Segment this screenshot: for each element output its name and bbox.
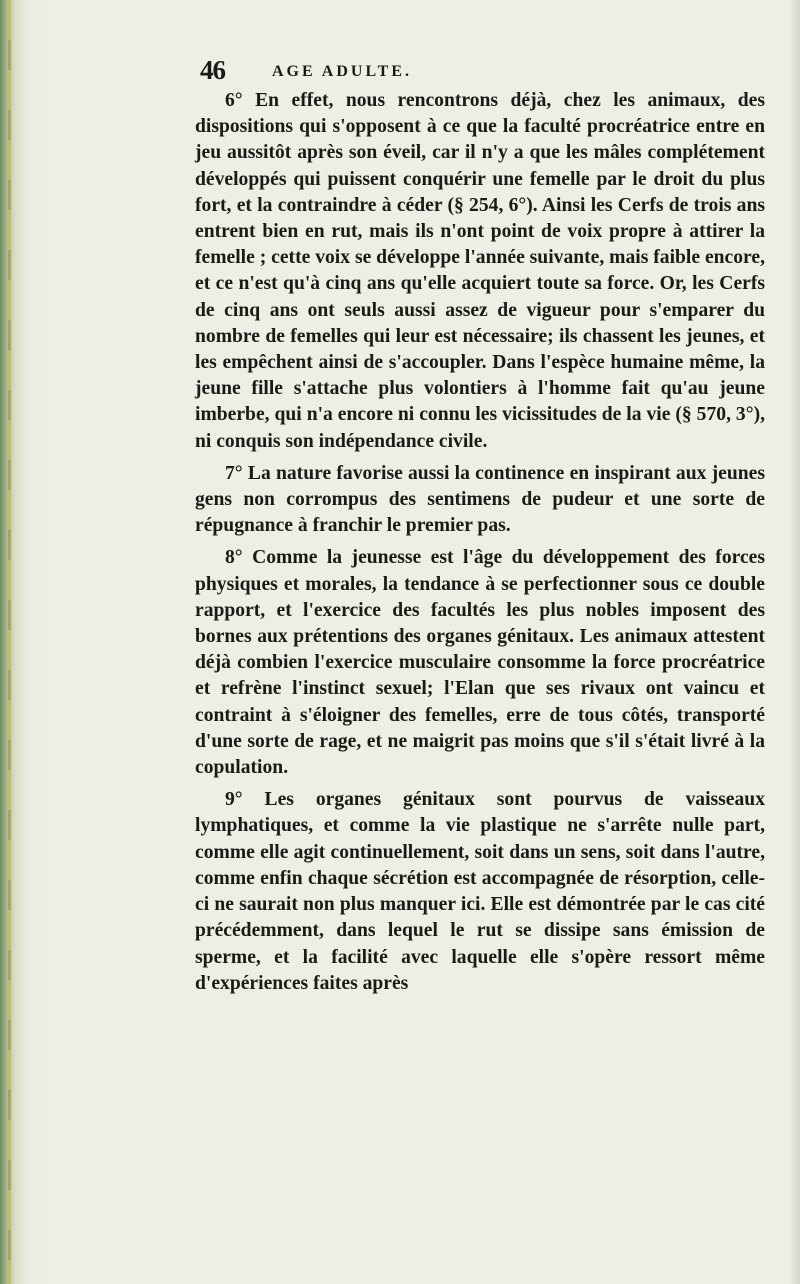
paragraph-7: 7° La nature favorise aussi la continence en inspirant aux jeunes gens non corrompus des sentimens de pudeur et une sorte de répugnance à franchir le premier pas. [195,462,765,537]
binding-stripe [8,0,11,1284]
body-text [195,88,765,997]
running-head: AGE ADULTE. [272,63,412,80]
paragraph-6: 6° En effet, nous rencontrons déjà, chez les animaux, des dispositions qui s'opposent à ce que la faculté procréatrice entre en jeu aussitôt après son éveil, car il n'y a que les mâles complétement développés qui puissent conquérir une femelle par le droit du plus fort, et la contraindre à céder (§ 254, 6°). Ainsi les Cerfs de trois ans entrent bien en rut, mais ils n'ont point de voix propre à attirer la femelle ; cette voix se développe l'année suivante, mais faible encore, et ce n'est qu'à cinq ans qu'elle acquiert toute sa force. Or, les Cerfs de cinq ans ont seuls aussi assez de vigueur pour s'emparer du nombre de femelles qui leur est nécessaire; ils chassent les jeunes, et les empêchent ainsi de s'accoupler. Dans l'espèce humaine même, la jeune fille s'attache plus volontiers à l'homme fait qu'au jeune imberbe, qui n'a encore ni connu les vicissitudes de la vie (§ 570, 3°), ni conquis son indépendance civile. [195,90,765,452]
paragraph-9: 9° Les organes génitaux sont pourvus de vaisseaux lymphatiques, et comme la vie plastique ne s'arrête nulle part, comme elle agit continuellement, soit dans un sens, soit dans l'autre, comme enfin chaque sécrétion est accompagnée de résorption, celle-ci ne saurait non plus manquer ici. Elle est démontrée par le cas cité précédemment, dans lequel le rut se dissipe sans émission de sperme, et la facilité avec laquelle elle s'opère ressort même d'expériences faites après [195,789,765,994]
page-header [200,55,760,91]
page-right-edge [788,0,800,1284]
paragraph-8: 8° Comme la jeunesse est l'âge du développement des forces physiques et morales, la tendance à se perfectionner sous ce double rapport, et l'exercice des facultés les plus nobles imposent des bornes aux prétentions des organes génitaux. Les animaux attestent déjà combien l'exercice musculaire consomme la force procréatrice et refrène l'instinct sexuel; l'Elan que ses rivaux ont vaincu et contraint à s'éloigner des femelles, erre de tous côtés, transporté d'une sorte de rage, et ne maigrit pas moins que s'il s'était livré à la copulation. [195,547,765,779]
page-number: 46 [200,55,225,85]
book-binding-edge [0,0,46,1284]
